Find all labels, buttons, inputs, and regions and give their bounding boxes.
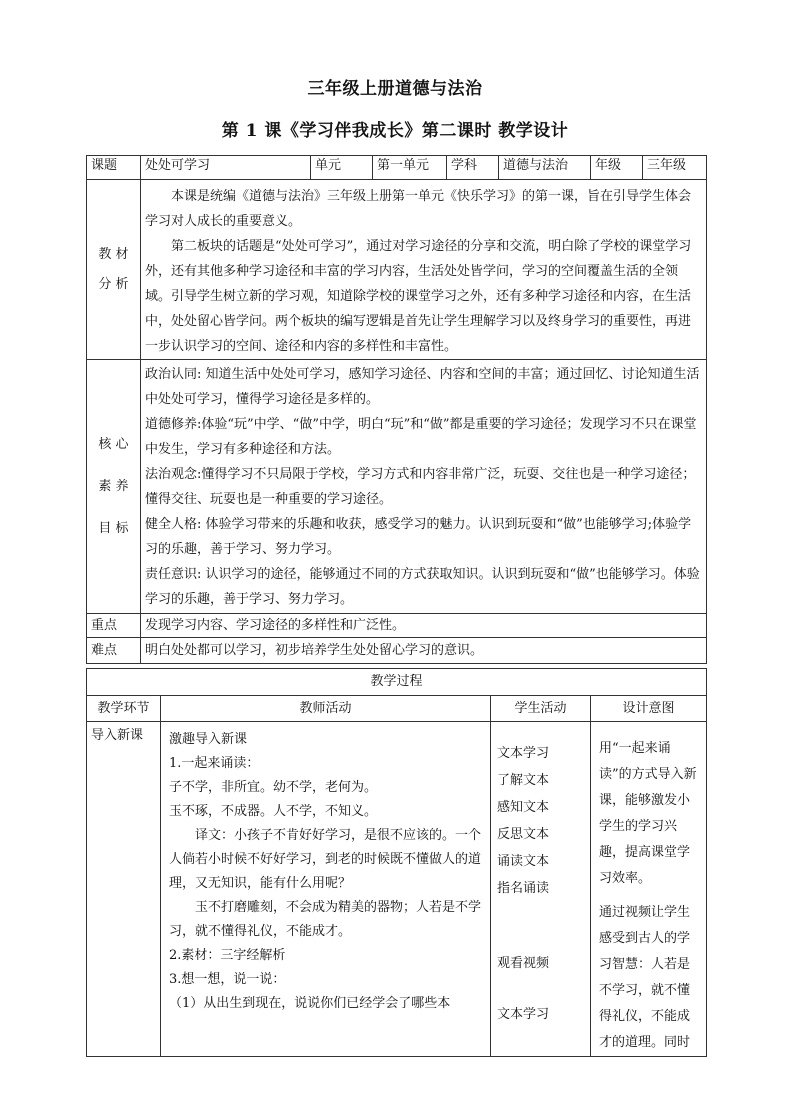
key-point-row	[87, 614, 707, 638]
student-line: 了解文本	[497, 773, 550, 788]
unit-value: 第一单元	[373, 156, 447, 180]
intent-paragraph: 用“一起来诵读”的方式导入新课，能够激发小学生的学习兴趣，提高课堂学习效率。	[599, 741, 697, 886]
core-item-personality: 健全人格: 体验学习带来的乐趣和收获，感受学习的魅力。认识到玩耍和“做”也能够学习;体验学习的乐趣，善于学习、努力学习。	[145, 517, 692, 557]
student-line: 文本学习	[497, 1007, 550, 1022]
teacher-line: 激趣导入新课	[169, 732, 248, 747]
topic-value: 处处可学习	[141, 156, 311, 180]
student-activity-cell	[491, 722, 591, 1057]
page-title: 三年级上册道德与法治	[307, 79, 483, 99]
student-line: 观看视频	[497, 956, 550, 971]
header-stage: 教学环节	[87, 696, 161, 722]
student-line: 诵读文本	[497, 854, 550, 869]
core-label-line1: 核 心	[98, 436, 129, 452]
teacher-line: 玉不打磨雕刻，不会成为精美的器物；人若是不学习，就不懂得礼仪，不能成才。	[169, 900, 482, 939]
header-teacher: 教师活动	[161, 696, 491, 722]
teacher-line: 1.一起来诵读：	[169, 756, 260, 771]
student-line: 反思文本	[497, 827, 550, 842]
process-title: 教学过程	[87, 669, 707, 696]
design-intent-cell	[591, 722, 707, 1057]
student-line: 文本学习	[497, 746, 550, 761]
grade-value: 三年级	[643, 156, 707, 180]
analysis-label-line2: 分 析	[98, 276, 129, 292]
core-content	[141, 360, 707, 614]
teacher-line: 译文：小孩子不肯好好学习，是很不应该的。一个人倘若小时候不好好学习，到老的时候既不懂做人的道理，又无知识，能有什么用呢？	[169, 828, 482, 891]
teacher-line: 2.素材：三字经解析	[169, 948, 286, 963]
process-header-row	[87, 696, 707, 722]
difficulty-row	[87, 638, 707, 664]
grade-label: 年级	[591, 156, 643, 180]
header-student: 学生活动	[491, 696, 591, 722]
core-row	[87, 360, 707, 614]
analysis-label	[87, 180, 141, 360]
student-line: 指名诵读	[497, 881, 550, 896]
core-label	[87, 360, 141, 614]
difficulty-label: 难点	[87, 638, 141, 664]
subject-label: 学科	[447, 156, 499, 180]
page-subtitle: 第 1 课《学习伴我成长》第二课时 教学设计	[221, 121, 569, 141]
stage-cell: 导入新课	[87, 722, 161, 1057]
core-label-line2: 素 养	[98, 478, 129, 494]
teacher-line: 3.想一想，说一说：	[169, 972, 286, 987]
teacher-activity-cell	[161, 722, 491, 1057]
core-item-moral: 道德修养:体验“玩”中学、“做”中学，明白“玩”和“做”都是重要的学习途径；发现学习不只在课堂中发生，学习有多种途径和方法。	[145, 417, 697, 457]
teaching-process-table	[86, 668, 707, 1057]
student-line: 感知文本	[497, 800, 550, 815]
lesson-info-table	[86, 155, 707, 664]
analysis-content	[141, 180, 707, 360]
core-item-political: 政治认同: 知道生活中处处可学习，感知学习途径、内容和空间的丰富；通过回忆、讨论知道生活中处处可学习，懂得学习途径是多样的。	[145, 367, 700, 407]
process-title-row	[87, 669, 707, 696]
analysis-row	[87, 180, 707, 360]
difficulty-value: 明白处处都可以学习，初步培养学生处处留心学习的意识。	[141, 638, 707, 664]
key-point-label: 重点	[87, 614, 141, 638]
subject-value: 道德与法治	[499, 156, 591, 180]
core-item-law: 法治观念:懂得学习不只局限于学校，学习方式和内容非常广泛，玩耍、交往也是一种学习途径；懂得交往、玩耍也是一种重要的学习途径。	[145, 467, 696, 507]
analysis-label-line1: 教 材	[98, 246, 129, 262]
info-row	[87, 156, 707, 180]
analysis-paragraph-1: 本课是统编《道德与法治》三年级上册第一单元《快乐学习》的第一课，旨在引导学生体会学习对人成长的重要意义。	[145, 189, 692, 229]
core-item-responsibility: 责任意识: 认识学习的途径，能够通过不同的方式获取知识。认识到玩耍和“做”也能够学习。体验学习的乐趣，善于学习、努力学习。	[145, 567, 700, 607]
analysis-paragraph-2: 第二板块的话题是“处处可学习”，通过对学习途径的分享和交流，明白除了学校的课堂学习外，还有其他多种学习途径和丰富的学习内容，生活处处皆学问，学习的空间覆盖生活的全领域。引导学生树立新的学习观，知道除学校的课堂学习之外，还有多种学习途径和内容，在生活中，处处留心皆学问。两个板块的编写逻辑是首先让学生理解学习以及终身学习的重要性，再进一步认识学习的空间、途径和内容的多样性和丰富性。	[145, 239, 692, 354]
key-point-value: 发现学习内容、学习途径的多样性和广泛性。	[141, 614, 707, 638]
unit-label: 单元	[311, 156, 373, 180]
teacher-line: 玉不琢，不成器。人不学，不知义。	[169, 804, 378, 819]
header-intent: 设计意图	[591, 696, 707, 722]
core-label-line3: 目 标	[98, 520, 129, 536]
topic-label: 课题	[87, 156, 141, 180]
teacher-line: 子不学，非所宜。幼不学，老何为。	[169, 780, 378, 795]
teacher-line: （1）从出生到现在，说说你们已经学会了哪些本	[169, 996, 451, 1011]
process-row-intro	[87, 722, 707, 1057]
intent-paragraph: 通过视频让学生感受到古人的学习智慧：人若是不学习，就不懂得礼仪，不能成才的道理。同时	[599, 905, 691, 1050]
